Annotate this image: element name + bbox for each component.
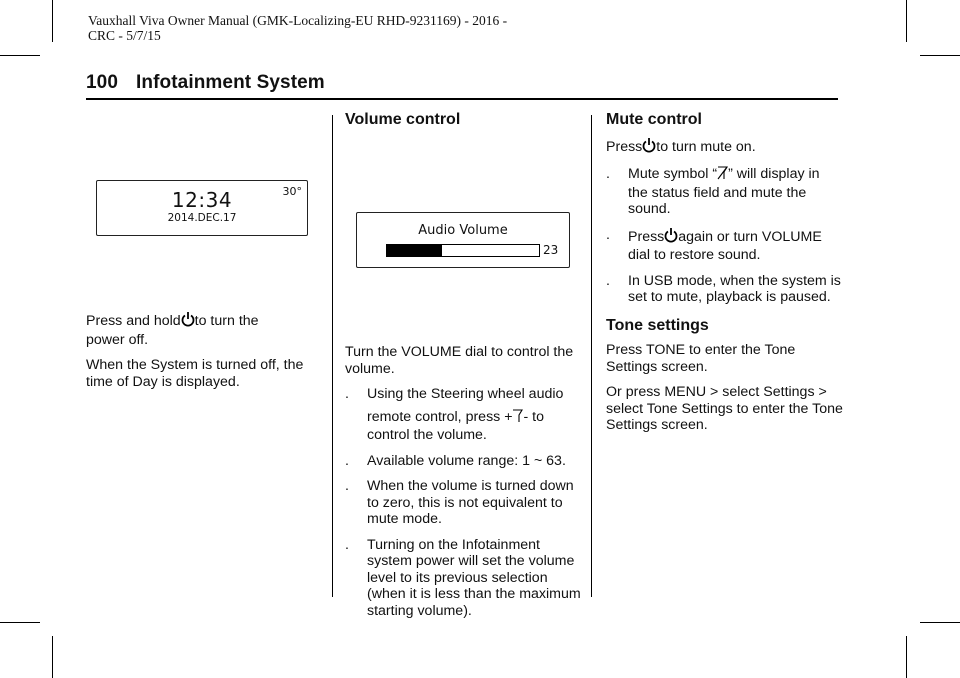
crop-mark xyxy=(52,636,53,678)
paragraph: Press and hold to turn the power off. xyxy=(86,313,259,348)
column-divider xyxy=(591,115,592,597)
section-heading: Volume control xyxy=(345,111,461,128)
paragraph: Or press MENU > select Settings > select Tone Settings to enter the Tone Settings screen. xyxy=(606,384,843,433)
list-item: . Mute symbol “ ” will display in the status field and mute the sound. xyxy=(606,166,820,217)
column-2-text xyxy=(345,344,581,628)
power-icon xyxy=(664,227,678,248)
list-item: . Turning on the Infotainment system power will set the volume level to its previous selection (when it is less than the maximum starting volume). xyxy=(345,536,581,619)
volume-key-icon xyxy=(512,409,523,428)
column-1-text xyxy=(86,311,322,399)
section-heading: Mute control xyxy=(606,111,702,128)
crop-mark xyxy=(906,0,907,42)
list-item: . Using the Steering wheel audio remote control, press + - to control the volume. xyxy=(345,386,564,443)
clock-display-illustration xyxy=(96,180,308,236)
volume-display-illustration xyxy=(356,212,570,268)
document-metadata: Vauxhall Viva Owner Manual (GMK-Localizing-EU RHD-9231169) - 2016 - CRC - 5/7/15 xyxy=(88,13,508,43)
temperature-readout: 30° xyxy=(282,185,302,198)
section-title: Infotainment System xyxy=(136,72,325,93)
volume-value: 23 xyxy=(543,243,559,257)
crop-mark xyxy=(0,55,40,56)
page-number: 100 xyxy=(86,72,119,93)
paragraph: Press to turn mute on. xyxy=(606,137,844,158)
power-icon xyxy=(642,137,656,158)
crop-mark xyxy=(52,0,53,42)
section-heading: Tone settings xyxy=(606,316,709,334)
clock-time: 12:34 xyxy=(171,188,233,212)
paragraph: Turn the VOLUME dial to control the volume. xyxy=(345,344,574,377)
crop-mark xyxy=(920,622,960,623)
paragraph: When the System is turned off, the time of Day is displayed. xyxy=(86,357,304,390)
list-item: . When the volume is turned down to zero, this is not equivalent to mute mode. xyxy=(345,478,574,527)
list-item: . Press again or turn VOLUME dial to restore sound. xyxy=(606,226,822,263)
mute-icon xyxy=(717,166,728,185)
volume-label: Audio Volume xyxy=(418,223,508,238)
list-item: . Available volume range: 1 ~ 63. xyxy=(345,452,566,469)
column-2-heading xyxy=(345,112,581,129)
header-rule xyxy=(86,98,838,100)
page-title xyxy=(86,72,325,94)
paragraph: Press TONE to enter the Tone Settings screen. xyxy=(606,342,796,375)
crop-mark xyxy=(920,55,960,56)
list-item: . In USB mode, when the system is set to mute, playback is paused. xyxy=(606,272,841,305)
clock-date: 2014.DEC.17 xyxy=(167,212,237,224)
volume-bar-track xyxy=(386,244,540,257)
column-3-text xyxy=(606,112,844,443)
crop-mark xyxy=(906,636,907,678)
power-icon xyxy=(181,311,195,332)
crop-mark xyxy=(0,622,40,623)
volume-bar-fill xyxy=(387,245,442,256)
column-divider xyxy=(332,115,333,597)
